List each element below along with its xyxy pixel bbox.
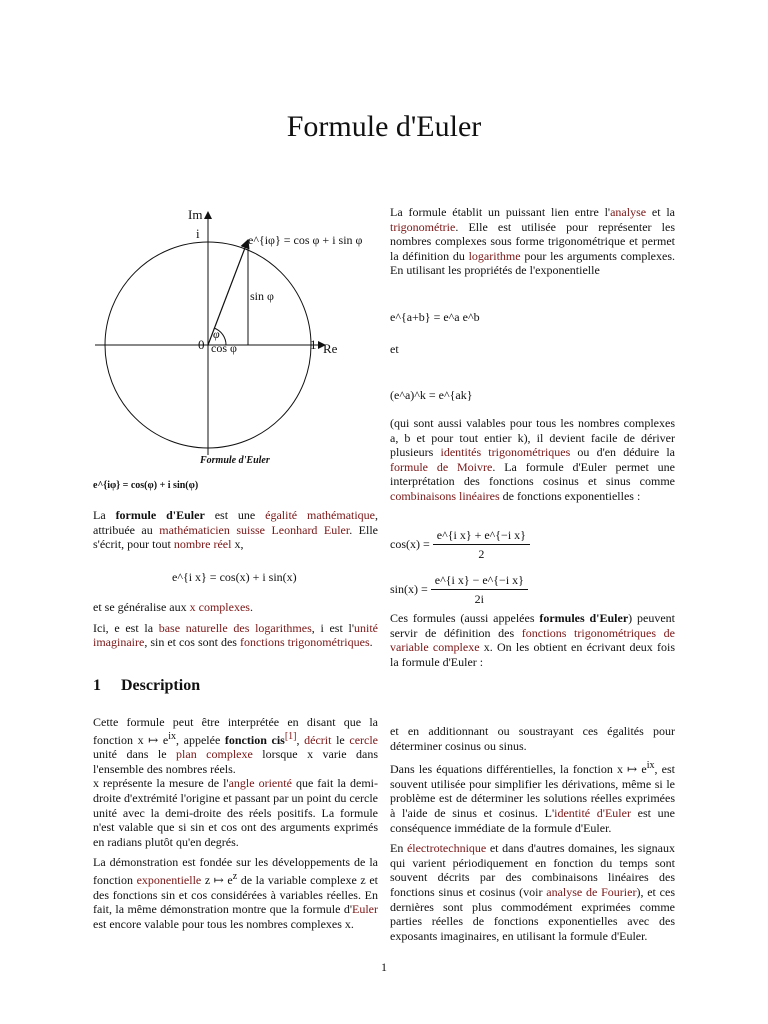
left-gen — [93, 600, 378, 650]
link-logarithme[interactable]: logarithme — [468, 248, 521, 263]
right-paragraph-1 — [390, 205, 675, 278]
text-span: unité dans le — [93, 747, 177, 762]
text-span: , i est l' — [311, 620, 354, 635]
text-span: de fonctions exponentielles : — [499, 488, 641, 503]
superscript: z — [232, 870, 238, 882]
text-span: . La formule d'Euler permet une interprétation des fonctions cosinus et sinus comme — [390, 459, 676, 489]
link-fonctions-trigo[interactable]: fonctions trigonométriques — [239, 635, 370, 650]
link-formule-moivre[interactable]: formule de Moivre — [390, 459, 493, 474]
text-span: En — [390, 841, 407, 856]
right-paragraph-3 — [390, 611, 675, 669]
right-intro — [390, 205, 675, 278]
right-lower — [390, 724, 675, 943]
sin-denominator: 2i — [474, 592, 485, 606]
text-span: x, — [231, 537, 244, 552]
sin-fraction — [431, 573, 528, 607]
text-span: de la variable complexe z et des fonctions sin et cos considérées à variables réelles. En fait, la même démonstration montre que la formule d' — [93, 872, 378, 917]
equation-exp-sum: e^{a+b} = e^a e^b — [390, 310, 480, 324]
text-span: Ces formules (aussi appelées — [390, 611, 540, 625]
cos-numerator: e^{i x} + e^{−i x} — [433, 528, 530, 545]
sine-formula — [390, 573, 528, 607]
link-euler-2[interactable]: Euler — [352, 902, 378, 917]
superscript: ix — [168, 730, 177, 742]
text-span: , attribuée au — [93, 508, 379, 537]
desc-paragraph-2 — [93, 776, 378, 849]
right-paragraph-6 — [390, 841, 675, 943]
right-paragraph-2 — [390, 416, 675, 504]
im-label: Im — [188, 207, 203, 222]
link-euler[interactable]: mathématicien suisse Leonhard Euler — [159, 522, 350, 537]
cos-fraction — [433, 528, 530, 562]
one-label: 1 — [310, 337, 317, 352]
link-egalite[interactable]: égalité mathématique — [265, 508, 376, 522]
cos-label: cos φ — [211, 341, 237, 355]
et-word: et — [390, 342, 399, 356]
equation-exp-power: (e^a)^k = e^{ak} — [390, 388, 473, 402]
page-number: 1 — [381, 960, 387, 974]
zero-label: 0 — [198, 337, 205, 352]
link-analyse-fourier[interactable]: analyse de Fourier — [546, 884, 637, 899]
sin-label: sin φ — [250, 289, 274, 303]
euler-circle-figure — [85, 200, 385, 460]
text-span: Cette formule peut être interprétée en disant que la fonction x ↦ e — [93, 715, 378, 747]
text-span: ), et ces dernières sont plus commodément exprimées comme parties réelles de fonctions exponentielles avec des exposants imaginaires, en utilisant la formule d'Euler. — [390, 884, 675, 943]
link-fonctions-trigo-complexe[interactable]: fonctions trigonométriques de variable complexe — [390, 625, 675, 655]
i-label: i — [196, 226, 200, 241]
text-span: Ici, e est la — [93, 620, 159, 635]
main-equation: e^{i x} = cos(x) + i sin(x) — [172, 570, 297, 584]
section-title: Description — [121, 677, 201, 694]
cos-lhs: cos(x) = — [390, 536, 430, 551]
link-angle-oriente[interactable]: angle orienté — [228, 776, 292, 791]
text-span: ou d'en déduire la — [570, 445, 675, 460]
text-span: est une — [204, 508, 266, 522]
link-exponentielle[interactable]: exponentielle — [136, 872, 202, 887]
link-cercle[interactable]: cercle — [349, 732, 379, 747]
text-span: est encore valable pour tous les nombres complexes x. — [93, 916, 354, 931]
bold-term: formules d'Euler — [539, 611, 629, 625]
text-span: La démonstration est fondée sur les développements de la fonction — [93, 855, 378, 887]
figure-caption: Formule d'Euler — [200, 455, 270, 466]
link-analyse[interactable]: analyse — [610, 205, 647, 219]
text-span: . — [249, 600, 253, 614]
link-trigonometrie[interactable]: trigonométrie — [390, 219, 456, 234]
text-span: La formule établit un puissant lien entre l' — [390, 205, 611, 219]
text-span: , appelée — [176, 732, 225, 747]
text-span: x. On les obtient en écrivant deux fois la formule d'Euler : — [390, 640, 675, 669]
text-span: . Elle s'écrit, pour tout — [93, 522, 379, 552]
right-paragraph-5 — [390, 759, 675, 835]
cosine-formula — [390, 528, 530, 562]
bold-term: formule d'Euler — [115, 508, 205, 522]
link-combinaisons-lineaires[interactable]: combinaisons linéaires — [390, 488, 500, 503]
text-span: Dans les équations différentielles, la fonction x ↦ e — [390, 762, 647, 777]
cos-denominator: 2 — [478, 547, 485, 561]
text-span: pour les arguments complexes. En utilisant les propriétés de l'exponentielle — [390, 248, 675, 278]
text-span: , — [296, 732, 305, 747]
ici-paragraph — [93, 621, 378, 650]
desc-paragraph-3 — [93, 855, 378, 931]
right-paragraph-4: et en additionnant ou soustrayant ces égalités pour déterminer cosinus ou sinus. — [390, 724, 675, 753]
re-label: Re — [323, 341, 338, 356]
text-span: x représente la mesure de l' — [93, 776, 229, 791]
link-decrit[interactable]: décrit — [304, 732, 332, 747]
link-unite-imaginaire[interactable]: unité imaginaire — [93, 620, 378, 650]
link-x-complexes[interactable]: x complexes — [189, 600, 250, 614]
text-span: et se généralise aux — [93, 600, 190, 614]
text-span: et la — [646, 205, 675, 219]
sin-numerator: e^{i x} − e^{−i x} — [431, 573, 528, 590]
right-middle — [390, 416, 675, 504]
text-span: , est souvent utilisée pour simplifier les dérivations, même si le problème est de déterminer les solutions réelles exprimées à l'aide de sinus et cosinus. L' — [390, 762, 675, 820]
link-plan-complexe[interactable]: plan complexe — [176, 747, 253, 762]
text-span: est une conséquence immédiate de la formule d'Euler. — [390, 805, 676, 835]
text-span: z ↦ e — [201, 872, 233, 887]
link-nombre-reel[interactable]: nombre réel — [173, 537, 232, 552]
superscript: ix — [646, 760, 655, 772]
left-intro — [93, 508, 378, 552]
phi-label: φ — [213, 327, 220, 341]
link-identite-euler[interactable]: identité d'Euler — [554, 805, 631, 820]
caption-formula: e^{iφ} = cos(φ) + i sin(φ) — [93, 480, 199, 491]
right-p3 — [390, 611, 675, 669]
text-span: et dans d'autres domaines, les signaux qui varient périodiquement en fonction du temps sont souvent décrits par des combinaisons linéaires des fonctions sinus et cosinus (voir — [390, 841, 675, 899]
euler-top-label: e^{iφ} = cos φ + i sin φ — [248, 233, 363, 247]
text-span: lorsque x varie dans l'ensemble des nombres réels. — [93, 747, 378, 776]
link-electrotechnique[interactable]: électrotechnique — [406, 841, 487, 856]
page-title: Formule d'Euler — [286, 110, 482, 143]
section-heading — [93, 677, 200, 695]
intro-paragraph — [93, 508, 378, 552]
desc-paragraph-1 — [93, 715, 378, 776]
text-span: (qui sont aussi valables pour tous les nombres complexes a, b et pour tout entier k), il devient facile de dériver plusieurs — [390, 416, 675, 460]
text-span: . — [369, 635, 373, 650]
text-span: le — [331, 732, 350, 747]
text-span: , sin et cos sont des — [144, 635, 240, 650]
link-base-naturelle[interactable]: base naturelle des logarithmes — [158, 620, 312, 635]
sin-lhs: sin(x) = — [390, 581, 428, 596]
generalise-paragraph — [93, 600, 378, 615]
text-span: La — [93, 508, 116, 522]
text-span: . Elle est utilisée pour représenter les nombres complexes sous forme trigonométrique et permet la définition du — [390, 219, 675, 263]
reference-link[interactable]: [1] — [284, 730, 297, 742]
description-left — [93, 715, 378, 931]
text-span: que fait la demi-droite d'extrémité l'origine et passant par un point du cercle unité avec la demi-droite des réels positifs. La formule n'est valable que si sin et cos ont des arguments exprimés en radians plutôt qu'en degrés. — [93, 776, 379, 849]
bold-term: fonction cis — [224, 732, 285, 747]
text-span: ) peuvent servir de définition des — [390, 611, 675, 640]
section-number: 1 — [93, 677, 101, 694]
link-identites-trigo[interactable]: identités trigonométriques — [440, 445, 571, 460]
